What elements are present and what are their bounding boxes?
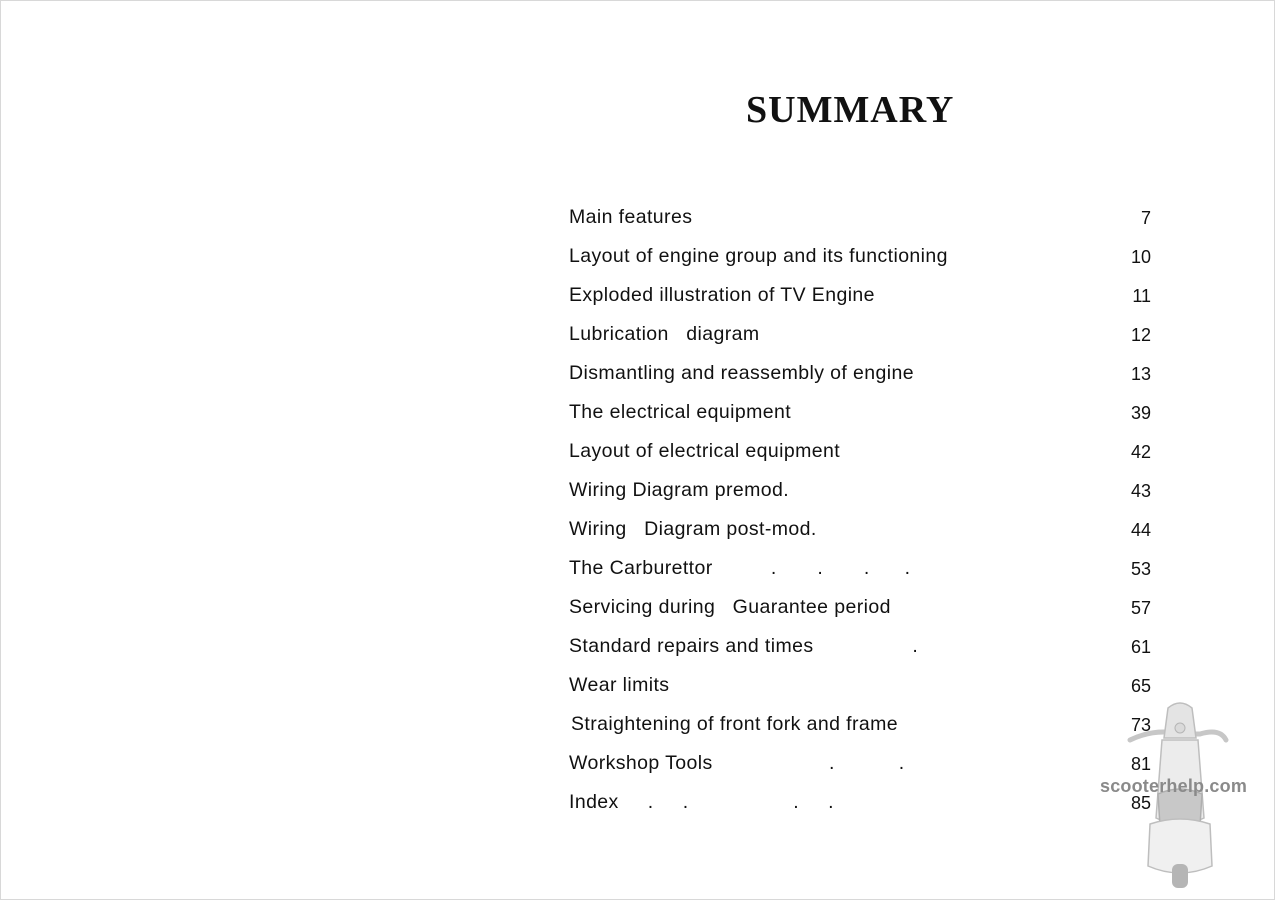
toc-entry: [569, 635, 1151, 665]
toc-entry-page: 73: [1130, 715, 1151, 735]
toc-entry-label: Dismantling and reassembly of engine: [569, 362, 914, 384]
toc-entry: [569, 791, 1151, 821]
toc-entry-label: Main features: [569, 206, 693, 228]
toc-entry-page: 44: [1130, 520, 1151, 540]
toc-entry-label: Wear limits: [569, 674, 670, 696]
toc-entry: [569, 284, 1151, 314]
toc-entry-label: Workshop Tools . .: [569, 752, 905, 774]
toc-entry-page: 10: [1130, 247, 1151, 267]
toc-entry-page: 85: [1130, 793, 1151, 813]
toc-entry: [569, 752, 1151, 782]
scooterhelp-watermark: [1100, 698, 1270, 893]
toc-entry-page: 39: [1130, 403, 1151, 423]
toc-entry: [569, 713, 1151, 743]
toc-entry: [569, 362, 1151, 392]
toc-entry-label: Layout of engine group and its functioning: [569, 245, 948, 267]
toc-entry-page: 43: [1130, 481, 1151, 501]
toc-entry-label: Wiring Diagram post-mod.: [569, 518, 817, 540]
toc-entry-page: 61: [1130, 637, 1151, 657]
toc-entry-page: 11: [1132, 286, 1151, 306]
toc-entry-page: 53: [1130, 559, 1151, 579]
toc-entry: [569, 479, 1151, 509]
toc-entry: [569, 245, 1151, 275]
toc-entry-page: 12: [1130, 325, 1151, 345]
toc-entry-label: Wiring Diagram premod.: [569, 479, 790, 501]
toc-entry: [569, 518, 1151, 548]
toc-entry-page: 7: [1140, 208, 1151, 228]
toc-entry-label: The electrical equipment: [569, 401, 792, 423]
watermark-text: scooterhelp.com: [1100, 776, 1248, 796]
toc-entry-label: Servicing during Guarantee period: [569, 596, 891, 618]
page-title: SUMMARY: [746, 89, 955, 131]
toc-entry-label: Lubrication diagram: [569, 323, 760, 345]
toc-entry-label: Straightening of front fork and frame: [571, 713, 898, 735]
toc-entry: [569, 206, 1151, 236]
toc-entry-label: The Carburettor . . . .: [569, 557, 911, 579]
toc-entry: [569, 440, 1151, 470]
toc-entry-page: 65: [1130, 676, 1151, 696]
toc-entry: [569, 596, 1151, 626]
toc-entry-page: 13: [1130, 364, 1151, 384]
toc-entry-label: Exploded illustration of TV Engine: [569, 284, 875, 306]
toc-entry: [569, 401, 1151, 431]
toc-entry-label: Layout of electrical equipment: [569, 440, 841, 462]
toc-entry-page: 81: [1130, 754, 1151, 774]
toc-entry: [569, 323, 1151, 353]
toc-entry-page: 42: [1130, 442, 1151, 462]
toc-entry-label: Standard repairs and times .: [569, 635, 919, 657]
toc-entry: [569, 557, 1151, 587]
toc-entry: [569, 674, 1151, 704]
toc-entry-page: 57: [1130, 598, 1151, 618]
toc-entry-label: Index . . . .: [569, 791, 834, 813]
